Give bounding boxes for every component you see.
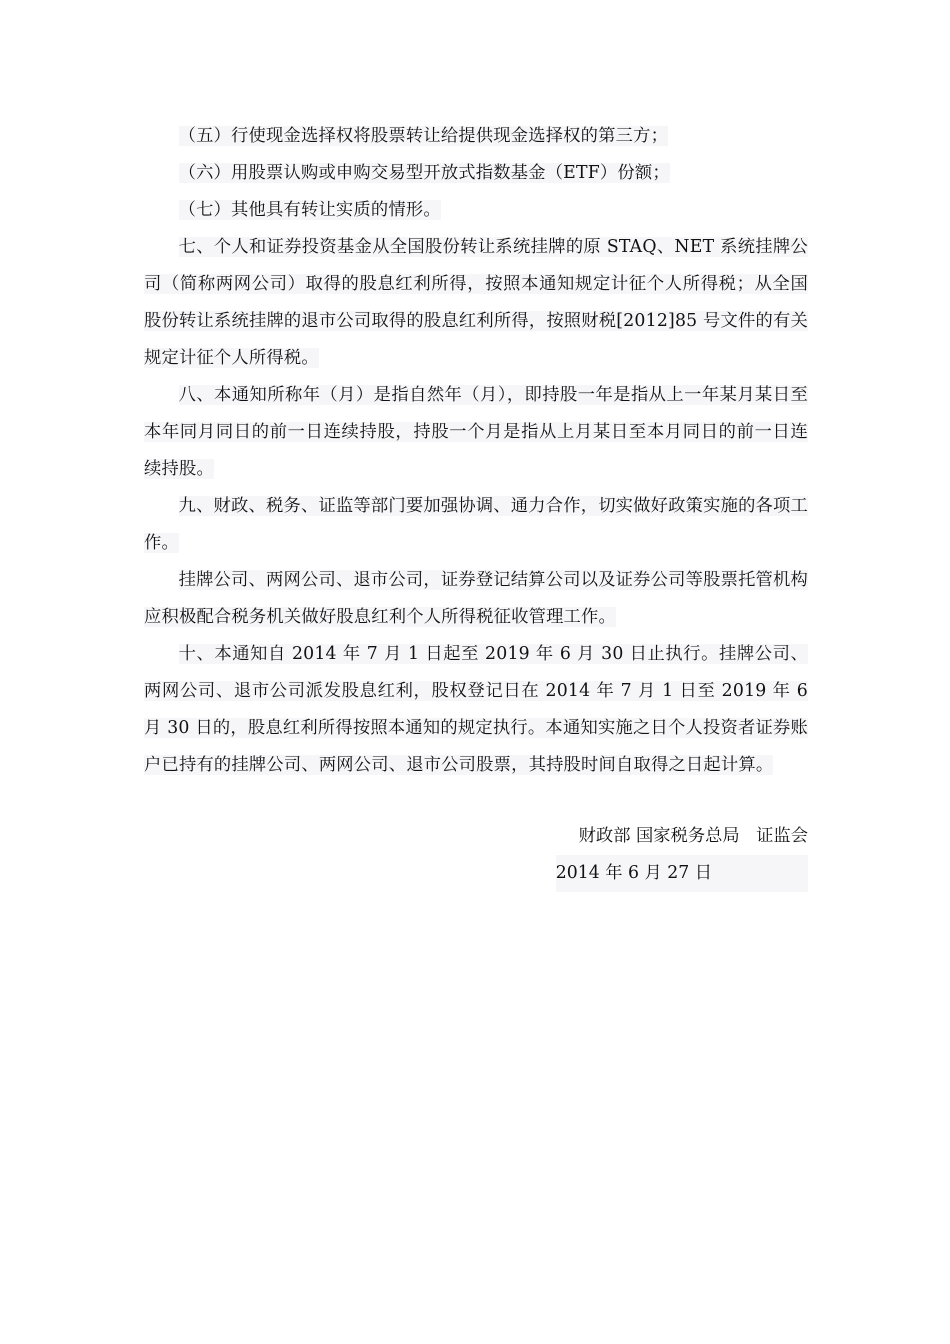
paragraph-text: 十、本通知自 2014 年 7 月 1 日起至 2019 年 6 月 30 日止执行。挂牌公司、两网公司、退市公司派发股息红利，股权登记日在 2014 年 7 月 1 日至 2019 年 6 月 30 日的，股息红利所得按照本通知的规定执行。本通知实施之日个人投资者证券账户已持有的挂牌公司、两网公司、退市公司股票，其持股时间自取得之日起计算。 — [144, 644, 808, 775]
paragraph-item-5 — [144, 118, 808, 155]
paragraph-text: 八、本通知所称年（月）是指自然年（月），即持股一年是指从上一年某月某日至本年同月同日的前一日连续持股，持股一个月是指从上月某日至本月同日的前一日连续持股。 — [144, 385, 808, 479]
paragraph-clause-8 — [144, 377, 808, 488]
paragraph-clause-9 — [144, 488, 808, 562]
issue-date: 2014 年 6 月 27 日 — [556, 855, 808, 892]
paragraph-text: （五）行使现金选择权将股票转让给提供现金选择权的第三方； — [178, 126, 669, 146]
paragraph-text: 九、财政、税务、证监等部门要加强协调、通力合作，切实做好政策实施的各项工作。 — [144, 496, 808, 553]
paragraph-clause-10 — [144, 636, 808, 784]
paragraph-text: （六）用股票认购或申购交易型开放式指数基金（ETF）份额； — [178, 163, 670, 183]
document-body — [144, 118, 808, 784]
paragraph-item-6 — [144, 155, 808, 192]
paragraph-clause-7 — [144, 229, 808, 377]
paragraph-text: 七、个人和证券投资基金从全国股份转让系统挂牌的原 STAQ、NET 系统挂牌公司（简称两网公司）取得的股息红利所得，按照本通知规定计征个人所得税；从全国股份转让系统挂牌的退市公司取得的股息红利所得，按照财税[2012]85 号文件的有关规定计征个人所得税。 — [144, 237, 808, 368]
paragraph-text: 挂牌公司、两网公司、退市公司，证券登记结算公司以及证券公司等股票托管机构应积极配合税务机关做好股息红利个人所得税征收管理工作。 — [144, 570, 808, 627]
paragraph-text: （七）其他具有转让实质的情形。 — [178, 200, 441, 220]
paragraph-cooperation — [144, 562, 808, 636]
paragraph-item-7 — [144, 192, 808, 229]
signature-block — [388, 818, 808, 892]
issuing-authorities: 财政部 国家税务总局 证监会 — [578, 826, 808, 846]
